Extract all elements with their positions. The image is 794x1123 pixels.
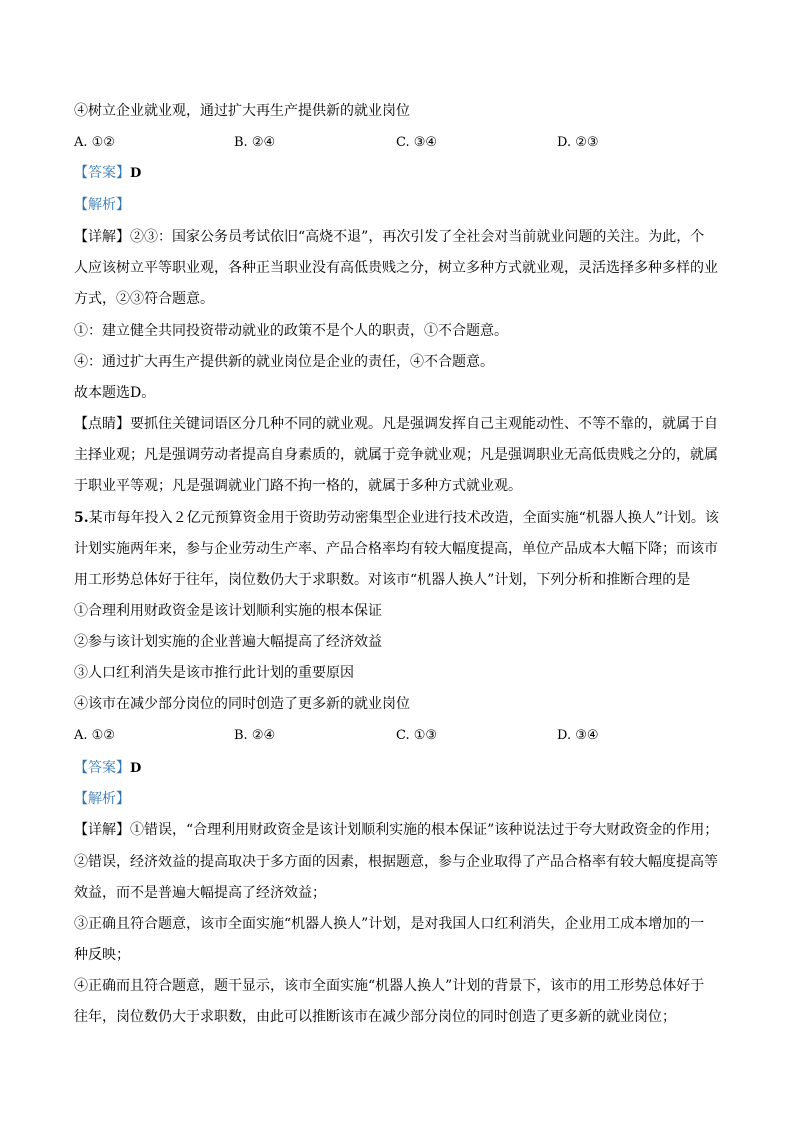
- q4-item4-analysis: ④：通过扩大再生产提供新的就业岗位是企业的责任，④不合题意。: [74, 354, 494, 370]
- q4-answer: [74, 164, 722, 183]
- q4-option-c: C. ③④: [396, 135, 438, 150]
- q4-comment-line-2: 主择业观；凡是强调劳动者提高自身素质的，就属于竞争就业观；凡是强调职业无高低贵贱之分的，就属: [74, 447, 718, 463]
- detail-tag: 【详解】: [74, 229, 130, 245]
- q5-detail-line-6: ④正确而且符合题意，题干显示，该市全面实施“机器人换人”计划的背景下，该市的用工形势总体好于: [74, 978, 705, 994]
- q5-option-b: B. ②④: [234, 728, 276, 743]
- comment-text: 要抓住关键词语区分几种不同的就业观。凡是强调发挥自己主观能动性、不等不靠的，就属于自: [130, 416, 718, 432]
- q5-item-2: ②参与该计划实施的企业普遍大幅提高了经济效益: [74, 634, 382, 650]
- q5-detail-line-3: 效益，而不是普遍大幅提高了经济效益；: [74, 885, 326, 901]
- q5-detail-line-7: 往年，岗位数仍大于求职数，由此可以推断该市在减少部分岗位的同时创造了更多新的就业岗位；: [74, 1009, 676, 1025]
- q5-stem-line-2: 计划实施两年来，参与企业劳动生产率、产品合格率均有较大幅度提高，单位产品成本大幅下降；而该市: [74, 541, 718, 557]
- q5-item-3: ③人口红利消失是该市推行此计划的重要原因: [74, 665, 354, 681]
- q4-detail-line-3: 方式，②③符合题意。: [74, 291, 214, 307]
- analysis-tag: 【解析】: [74, 791, 130, 807]
- q5-stem-line-1: [74, 509, 722, 527]
- q4-comment-line-3: 于职业平等观；凡是强调就业门路不拘一格的，就属于多种方式就业观。: [74, 478, 522, 494]
- q5-answer: [74, 759, 722, 778]
- q5-detail-line-5: 种反映；: [74, 947, 130, 963]
- answer-tag: 【答案】: [74, 760, 130, 776]
- q4-option-d: D. ②③: [557, 135, 599, 150]
- q5-number: 5.: [74, 510, 89, 526]
- answer-tag: 【答案】: [74, 165, 130, 181]
- q5-detail-line-2: ②错误，经济效益的提高取决于多方面的因素，根据题意，参与企业取得了产品合格率有较大幅度提高等: [74, 854, 718, 870]
- q4-detail-line-1: [74, 228, 722, 246]
- q4-conclusion: 故本题选D。: [74, 385, 156, 401]
- comment-tag: 【点睛】: [74, 416, 130, 432]
- q5-detail-line-4: ③正确且符合题意，该市全面实施“机器人换人”计划，是对我国人口红利消失，企业用工成本增加的一: [74, 916, 705, 932]
- q5-detail-line-1: [74, 821, 722, 839]
- q4-detail-line-2: 人应该树立平等职业观，各种正当职业没有高低贵贱之分，树立多种方式就业观，灵活选择多种多样的业: [74, 260, 718, 276]
- answer-value: D: [130, 166, 142, 181]
- answer-value: D: [130, 761, 142, 776]
- q5-option-c: C. ①③: [396, 728, 438, 743]
- detail-tag: 【详解】: [74, 822, 130, 838]
- detail-text: ①错误，“合理利用财政资金是该计划顺利实施的根本保证”该种说法过于夸大财政资金的作用；: [130, 822, 719, 838]
- q5-option-a: A. ①②: [74, 728, 115, 743]
- q5-stem-line-3: 用工形势总体好于往年，岗位数仍大于求职数。对该市“机器人换人”计划，下列分析和推断合理的是: [74, 572, 691, 588]
- q4-analysis-heading: [74, 196, 722, 214]
- q5-item-4: ④该市在减少部分岗位的同时创造了更多新的就业岗位: [74, 696, 410, 712]
- detail-text: ②③：国家公务员考试依旧“高烧不退”，再次引发了全社会对当前就业问题的关注。为此，个: [130, 229, 705, 245]
- q4-comment-line-1: [74, 415, 722, 433]
- q4-option-a: A. ①②: [74, 135, 115, 150]
- q4-option-b: B. ②④: [234, 135, 276, 150]
- q5-item-1: ①合理利用财政资金是该计划顺利实施的根本保证: [74, 603, 382, 619]
- q5-option-d: D. ③④: [557, 728, 599, 743]
- q5-analysis-heading: [74, 790, 722, 808]
- q4-item-4: ④树立企业就业观，通过扩大再生产提供新的就业岗位: [74, 103, 410, 119]
- analysis-tag: 【解析】: [74, 197, 130, 213]
- q5-stem-text: 某市每年投入２亿元预算资金用于资助劳动密集型企业进行技术改造，全面实施“机器人换人”计划。该: [88, 510, 719, 526]
- q4-item1-analysis: ①：建立健全共同投资带动就业的政策不是个人的职责，①不合题意。: [74, 323, 508, 339]
